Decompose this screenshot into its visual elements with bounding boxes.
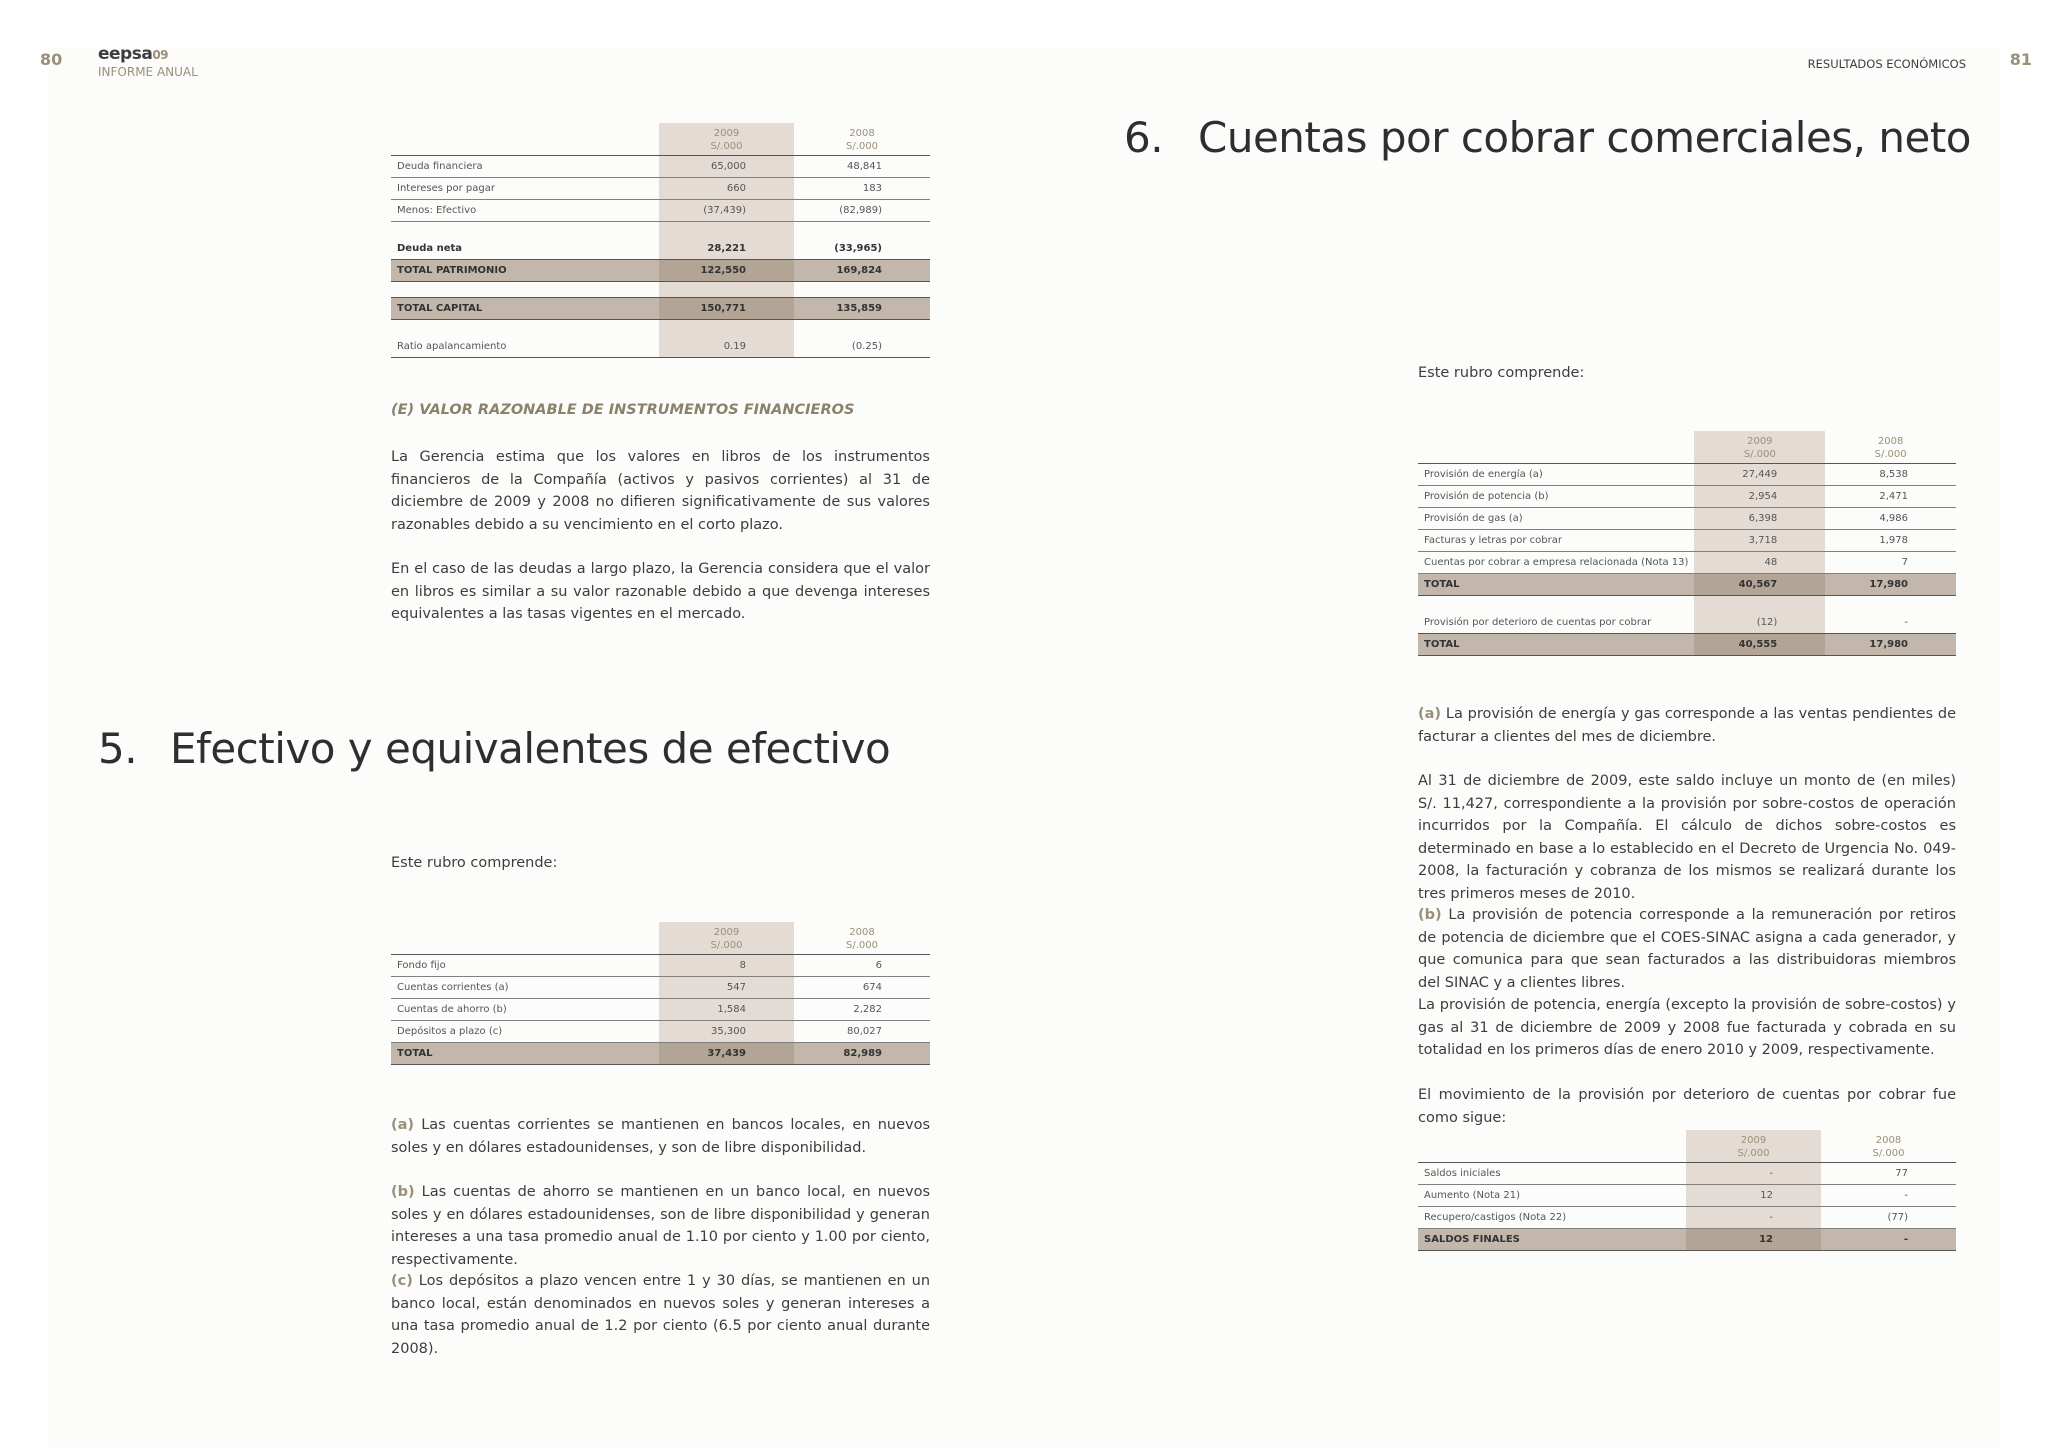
section-6-title: 6. Cuentas por cobrar comerciales, neto [1124,113,1971,162]
impairment-movement-table [1418,1130,1956,1251]
section-5-note-b: (b) Las cuentas de ahorro se mantienen en un banco local, en nuevos soles y en dólares estadounidenses, son de libre disponibilidad y generan intereses a una tasa promedio anual de 1.10 por ciento y 1.00 por ciento, respectivamente. [391,1184,931,1268]
table-row: Cuentas de ahorro (b) 1,584 2,282 [391,999,930,1021]
section-6-movement-intro: El movimiento de la provisión por deterioro de cuentas por cobrar fue como sigue: [1418,1087,1956,1126]
table-header-row [1418,431,1956,464]
table-row: Provisión por deterioro de cuentas por cobrar (12) - [1418,612,1956,634]
section-6-overcost-paragraph: Al 31 de diciembre de 2009, este saldo incluye un monto de (en miles) S/. 11,427, correspondiente a la provisión por sobre-costos de operación incurridos por la Compañía. El cálculo de dichos sobre-costos es determinado en base a lo establecido en el Decreto de Urgencia No. 049-2008, la facturación y cobranza de los mismos se realizará durante los tres primeros meses de 2010. [1418,773,1956,902]
section-6-billing-paragraph: La provisión de potencia, energía (excepto la provisión de sobre-costos) y gas al 31 de diciembre de 2009 y 2008 fue facturada y cobrada en su totalidad en los primeros días de enero 2010 y 2009, respectivamente. [1418,997,1956,1058]
net-debt-table [391,123,930,358]
section-6-intro: Este rubro comprende: [1418,365,1585,381]
brand-logo [98,44,198,79]
section-6-note-b: (b) La provisión de potencia corresponde a la remuneración por retiros de potencia de diciembre que el COES-SINAC asigna a cada generador, y que comunica para que sean facturados a las distribuidoras miembros del SINAC y a clientes libres. [1418,907,1956,991]
receivables-table [1418,431,1956,656]
column-header-2008: 2008 S/.000 [1872,1135,1905,1159]
fair-value-paragraph-1: La Gerencia estima que los valores en libros de los instrumentos financieros de la Compañía (activos y pasivos corrientes) al 31 de diciembre de 2009 y 2008 no difieren significativamente de sus valores razonables debido a su vencimiento en el corto plazo. [391,449,930,533]
table-row: Provisión de potencia (b) 2,954 2,471 [1418,486,1956,508]
cash-table [391,922,930,1065]
table-total-row: TOTAL 40,567 17,980 [1418,574,1956,596]
table-header-row [391,123,930,156]
section-5-note-c: (c) Los depósitos a plazo vencen entre 1 y 30 días, se mantienen en un banco local, están denominados en nuevos soles y generan intereses a una tasa promedio anual de 1.2 por ciento (6.5 por ciento anual durante 2008). [391,1273,931,1357]
table-row: Provisión de energía (a) 27,449 8,538 [1418,464,1956,486]
table-row: Deuda financiera 65,000 48,841 [391,156,930,178]
table-total-row: TOTAL 37,439 82,989 [391,1043,930,1065]
column-header-2009: 2009 S/.000 [659,922,794,955]
table-header-row [1418,1130,1956,1163]
table-row: Saldos iniciales - 77 [1418,1163,1956,1185]
column-header-2009: 2009 S/.000 [659,123,794,156]
table-total-row: TOTAL 40,555 17,980 [1418,634,1956,656]
table-row: Menos: Efectivo (37,439) (82,989) [391,200,930,222]
column-header-2009: 2009 S/.000 [1686,1130,1821,1163]
table-total-row: SALDOS FINALES 12 - [1418,1229,1956,1251]
table-row: Cuentas por cobrar a empresa relacionada (Nota 13) 48 7 [1418,552,1956,574]
left-page-number: 80 [40,50,63,69]
fair-value-paragraph-2: En el caso de las deudas a largo plazo, la Gerencia considera que el valor en libros es similar a su valor razonable debido a que devenga intereses equivalentes a las tasas vigentes en el mercado. [391,561,930,622]
table-row: Cuentas corrientes (a) 547 674 [391,977,930,999]
section-5-intro: Este rubro comprende: [391,855,558,871]
section-6-note-a: (a) La provisión de energía y gas corresponde a las ventas pendientes de facturar a clientes del mes de diciembre. [1418,706,1956,745]
section-5-note-a: (a) Las cuentas corrientes se mantienen en bancos locales, en nuevos soles y en dólares estadounidenses, y son de libre disponibilidad. [391,1117,930,1156]
brand-name: eepsa09 [98,44,169,64]
table-row: Fondo fijo 8 6 [391,955,930,977]
report-subtitle: INFORME ANUAL [98,65,198,79]
fair-value-heading: (E) VALOR RAZONABLE DE INSTRUMENTOS FINANCIEROS [391,402,855,418]
table-total-row: TOTAL CAPITAL 150,771 135,859 [391,298,930,320]
section-5-title: 5. Efectivo y equivalentes de efectivo [98,724,891,773]
section-header: RESULTADOS ECONÓMICOS [1807,57,1966,71]
right-page-number: 81 [2009,50,2032,69]
table-row: Facturas y letras por cobrar 3,718 1,978 [1418,530,1956,552]
table-row: Intereses por pagar 660 183 [391,178,930,200]
table-header-row [391,922,930,955]
table-row: Recupero/castigos (Nota 22) - (77) [1418,1207,1956,1229]
table-total-row: TOTAL PATRIMONIO 122,550 169,824 [391,260,930,282]
table-row: Deuda neta 28,221 (33,965) [391,238,930,260]
table-row: Depósitos a plazo (c) 35,300 80,027 [391,1021,930,1043]
table-row: Provisión de gas (a) 6,398 4,986 [1418,508,1956,530]
table-row: Aumento (Nota 21) 12 - [1418,1185,1956,1207]
column-header-2008: 2008 S/.000 [846,927,878,951]
table-row: Ratio apalancamiento 0.19 (0.25) [391,336,930,358]
column-header-2008: 2008 S/.000 [1874,436,1907,460]
column-header-2009: 2009 S/.000 [1694,431,1825,464]
column-header-2008: 2008 S/.000 [846,128,878,152]
